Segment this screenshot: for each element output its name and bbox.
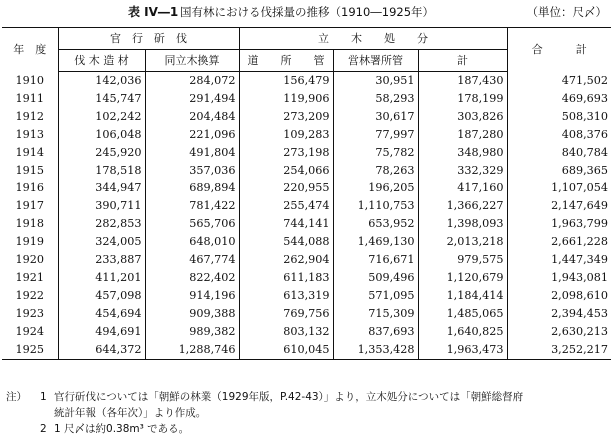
note-text: 官行斫伐については「朝鮮の林業（1929年版，P.42-43）」より，立木処分については「朝鮮総督府 [54,391,524,403]
cell-dou: 273,209 [239,108,333,126]
cell-dou: 803,132 [239,323,333,341]
cell-year: 1912 [2,108,58,126]
table-row [2,144,611,162]
cell-dou: 744,141 [239,215,333,233]
cell-eirin: 196,205 [333,179,418,197]
cell-eirin: 1,110,753 [333,197,418,215]
cell-kei: 187,280 [418,126,507,144]
cell-conv: 914,196 [145,287,239,305]
cell-year: 1913 [2,126,58,144]
table-row [2,90,611,108]
cell-kei: 1,640,825 [418,323,507,341]
cell-fell: 145,747 [58,90,145,108]
cell-total: 1,963,799 [551,217,608,231]
cell-dou: 611,183 [239,269,333,287]
group-header-kanko: 官 行 斫 伐 [58,28,239,50]
cell-total: 508,310 [561,109,608,123]
cell-kei: 2,013,218 [418,233,507,251]
cell-eirin: 571,095 [333,287,418,305]
cell-dou: 273,198 [239,144,333,162]
cell-fell: 411,201 [58,269,145,287]
harvest-table [2,27,611,360]
cell-year: 1915 [2,162,58,180]
cell-fell: 454,694 [58,305,145,323]
note-text: 統計年報（各年次）」より作成。 [54,407,207,419]
cell-year: 1911 [2,90,58,108]
cell-year: 1923 [2,305,58,323]
cell-dou: 109,283 [239,126,333,144]
cell-conv: 989,382 [145,323,239,341]
cell-conv: 357,036 [145,162,239,180]
cell-fell: 494,691 [58,323,145,341]
cell-conv: 648,010 [145,233,239,251]
table-row [2,323,611,341]
col-header-fell: 伐 木 造 材 [58,50,145,72]
cell-kei: 979,575 [418,251,507,269]
table-row [2,215,611,233]
cell-eirin: 837,693 [333,323,418,341]
cell-fell: 324,005 [58,233,145,251]
cell-year: 1918 [2,215,58,233]
cell-dou: 610,045 [239,341,333,359]
footnote-2 [6,421,606,437]
cell-fell: 178,518 [58,162,145,180]
note-marker: 注） [6,391,27,403]
cell-dou: 769,756 [239,305,333,323]
cell-fell: 233,887 [58,251,145,269]
cell-conv: 822,402 [145,269,239,287]
cell-kei: 417,160 [418,179,507,197]
table-row [2,179,611,197]
cell-eirin: 653,952 [333,215,418,233]
cell-dou: 156,479 [239,72,333,90]
table-caption: 国有林における伐採量の推移（1910―1925年） [180,5,435,19]
cell-total: 1,107,054 [551,181,608,195]
cell-fell: 106,048 [58,126,145,144]
cell-eirin: 715,309 [333,305,418,323]
cell-eirin: 77,997 [333,126,418,144]
col-header-eirin: 営林署所管 [333,50,418,72]
cell-year: 1917 [2,197,58,215]
table-row [2,108,611,126]
cell-total: 1,447,349 [551,253,608,267]
cell-conv: 204,484 [145,108,239,126]
cell-conv: 467,774 [145,251,239,269]
table-row [2,72,611,90]
cell-conv: 1,288,746 [145,341,239,359]
table-row [2,305,611,323]
col-header-conv: 同立木換算 [145,50,239,72]
cell-year: 1924 [2,323,58,341]
cell-total: 840,784 [561,145,608,159]
col-header-kei: 計 [418,50,507,72]
table-row [2,251,611,269]
cell-fell: 644,372 [58,341,145,359]
cell-eirin: 716,671 [333,251,418,269]
year-header: 年 度 [2,28,58,72]
footnotes [6,389,606,437]
cell-dou: 544,088 [239,233,333,251]
cell-kei: 1,485,065 [418,305,507,323]
cell-eirin: 30,951 [333,72,418,90]
cell-conv: 221,096 [145,126,239,144]
total-header: 合 計 [531,43,587,57]
cell-conv: 909,388 [145,305,239,323]
cell-dou: 254,066 [239,162,333,180]
cell-conv: 291,494 [145,90,239,108]
cell-eirin: 78,263 [333,162,418,180]
table-row [2,126,611,144]
cell-kei: 178,199 [418,90,507,108]
table-row [2,341,611,359]
cell-dou: 220,955 [239,179,333,197]
note-number: 1 [40,391,47,403]
cell-fell: 344,947 [58,179,145,197]
cell-kei: 1,366,227 [418,197,507,215]
cell-fell: 102,242 [58,108,145,126]
cell-kei: 1,184,414 [418,287,507,305]
cell-conv: 689,894 [145,179,239,197]
note-text: 1 尺〆は約0.38m³ である。 [54,423,190,435]
cell-eirin: 509,496 [333,269,418,287]
group-header-ryuboku: 立 木 処 分 [239,28,507,50]
cell-total: 1,943,081 [551,270,608,284]
cell-year: 1919 [2,233,58,251]
cell-year: 1921 [2,269,58,287]
cell-fell: 245,920 [58,144,145,162]
cell-conv: 565,706 [145,215,239,233]
cell-year: 1925 [2,341,58,359]
cell-conv: 491,804 [145,144,239,162]
table-title [0,4,611,20]
cell-kei: 187,430 [418,72,507,90]
cell-dou: 262,904 [239,251,333,269]
cell-total: 408,376 [561,127,608,141]
cell-year: 1916 [2,179,58,197]
cell-kei: 332,329 [418,162,507,180]
cell-eirin: 58,293 [333,90,418,108]
table-number: 表 IV―1 [128,5,179,19]
cell-eirin: 75,782 [333,144,418,162]
cell-year: 1914 [2,144,58,162]
cell-fell: 282,853 [58,215,145,233]
cell-kei: 1,963,473 [418,341,507,359]
cell-dou: 613,319 [239,287,333,305]
cell-eirin: 1,353,428 [333,341,418,359]
cell-total: 2,098,610 [551,288,608,302]
footnote-1-cont [6,405,606,421]
table-row [2,287,611,305]
footnote-1 [6,389,606,405]
cell-fell: 390,711 [58,197,145,215]
table-row [2,162,611,180]
cell-total: 2,630,213 [551,324,608,338]
cell-total: 2,394,453 [551,306,608,320]
unit-label: （単位：尺〆） [526,5,607,19]
table-row [2,197,611,215]
cell-conv: 284,072 [145,72,239,90]
cell-total: 471,502 [561,73,608,87]
cell-total: 689,365 [561,163,608,177]
cell-year: 1920 [2,251,58,269]
cell-year: 1922 [2,287,58,305]
cell-kei: 303,826 [418,108,507,126]
cell-year: 1910 [2,72,58,90]
cell-fell: 142,036 [58,72,145,90]
table-row [2,233,611,251]
cell-dou: 255,474 [239,197,333,215]
cell-kei: 1,398,093 [418,215,507,233]
cell-conv: 781,422 [145,197,239,215]
cell-kei: 1,120,679 [418,269,507,287]
cell-total: 2,147,649 [551,199,608,213]
cell-total: 2,661,228 [551,235,608,249]
note-number: 2 [40,423,47,435]
cell-total: 469,693 [561,91,608,105]
cell-total: 3,252,217 [507,341,611,359]
col-header-dou: 道 所 管 [239,50,333,72]
cell-eirin: 30,617 [333,108,418,126]
table-row [2,269,611,287]
cell-dou: 119,906 [239,90,333,108]
cell-eirin: 1,469,130 [333,233,418,251]
cell-kei: 348,980 [418,144,507,162]
cell-fell: 457,098 [58,287,145,305]
